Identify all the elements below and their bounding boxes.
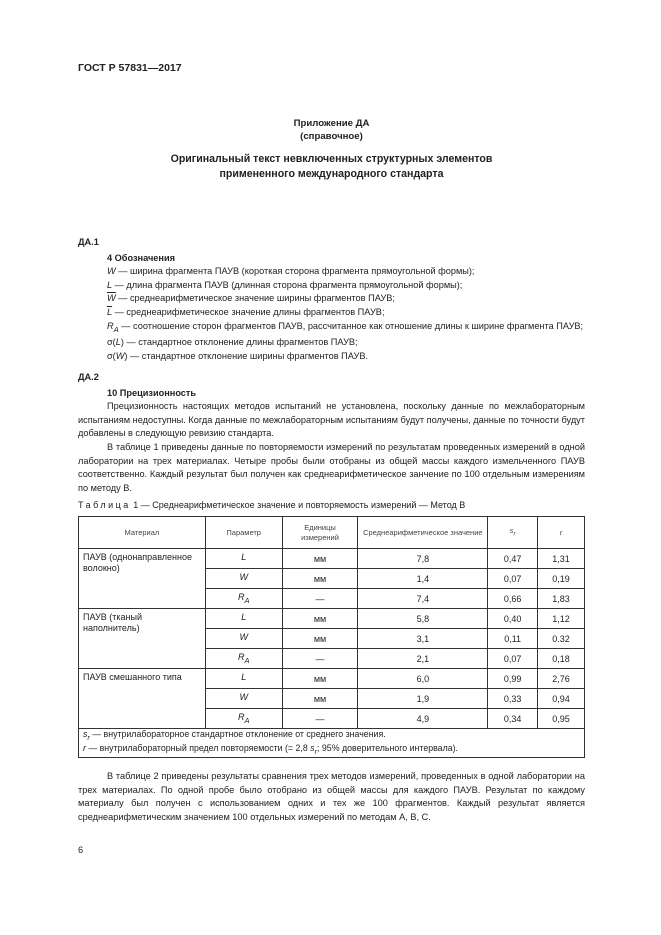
mean-cell: 7,4 [358, 589, 488, 609]
r-cell: 1,83 [538, 589, 585, 609]
paragraph: В таблице 1 приведены данные по повторяемости измерений по результатам проведенных измерений в одной лаборатории на трех материалах. Четыре пробы были отобраны из общей массы каждого измельченного ПАУВ соответственно. Каждый результат был получен как среднеарифметическое занчение по 100 отдельным измерениям по методу В. [78, 441, 585, 493]
section-label: ДА.2 [78, 372, 99, 382]
material-cell: ПАУВ (тканый наполнитель) [79, 609, 206, 669]
mean-cell: 2,1 [358, 649, 488, 669]
section-da1 [78, 236, 585, 363]
definition-item: $\overline{W}$ — среднеарифметическое значение ширины фрагментов ПАУВ; [107, 293, 395, 304]
table-row [79, 609, 585, 629]
r-cell: 0,19 [538, 569, 585, 589]
r-cell: 0,95 [538, 709, 585, 729]
page-number: 6 [78, 845, 84, 855]
col-header: Параметр [205, 517, 282, 549]
r-cell: 0,94 [538, 689, 585, 709]
mean-cell: 5,8 [358, 609, 488, 629]
sr-cell: 0,07 [488, 569, 538, 589]
unit-cell: — [282, 649, 358, 669]
sr-cell: 0,33 [488, 689, 538, 709]
appendix-heading [78, 117, 585, 143]
definition-item: $R_A$ — соотношение сторон фрагментов ПАУВ, рассчитанное как отношение длины к ширине фрагмента ПАУВ; [107, 320, 584, 334]
section-heading: 10 Прецизионность [107, 387, 197, 398]
appendix-label: Приложение ДА [293, 118, 370, 129]
r-cell: 0.32 [538, 629, 585, 649]
param-cell: W [205, 629, 282, 649]
sr-cell: 0,34 [488, 709, 538, 729]
r-cell: 0,18 [538, 649, 585, 669]
sr-cell: 0,99 [488, 669, 538, 689]
document-header: ГОСТ Р 57831—2017 [78, 62, 182, 74]
mean-cell: 1,4 [358, 569, 488, 589]
mean-cell: 6,0 [358, 669, 488, 689]
material-cell: ПАУВ смешанного типа [79, 669, 206, 729]
title-line-1: Оригинальный текст невключенных структурных элементов [170, 153, 493, 165]
table-note: $s_r$ — внутрилабораторное стандартное отклонение от среднего значения. r — внутрилабораторный предел повторяемости (= 2,8 $s_r$; 95% доверительного интервала). [79, 729, 585, 758]
unit-cell: мм [282, 669, 358, 689]
r-cell: 2,76 [538, 669, 585, 689]
material-cell: ПАУВ (однонаправленное волокно) [79, 549, 206, 609]
r-cell: 1,31 [538, 549, 585, 569]
param-cell: $R_A$ [205, 649, 282, 669]
unit-cell: — [282, 589, 358, 609]
mean-cell: 1,9 [358, 689, 488, 709]
unit-cell: мм [282, 689, 358, 709]
param-cell: W [205, 689, 282, 709]
param-cell: $R_A$ [205, 589, 282, 609]
param-cell: L [205, 609, 282, 629]
definition-item: $\overline{L}$ — среднеарифметическое значение длины фрагментов ПАУВ; [107, 306, 385, 317]
paragraph: В таблице 2 приведены результаты сравнения трех методов измерений, проведенных в одной лаборатории на трех материалах. По одной пробе было отобрано из общей массы для каждого ПАУВ. Результат по каждому материалу был получен с использованием одних и тех же 100 фрагментов. Каждый результат является среднеарифметическим значением 100 отдельных измерений по методам А, В, С. [78, 771, 585, 822]
unit-cell: мм [282, 629, 358, 649]
unit-cell: мм [282, 609, 358, 629]
r-cell: 1,12 [538, 609, 585, 629]
table-header-row [79, 517, 585, 549]
appendix-kind: (справочное) [300, 131, 363, 142]
table-note-row [79, 729, 585, 758]
col-header: r [538, 517, 585, 549]
paragraph: Прецизионность настоящих методов испытаний не установлена, поскольку данные по межлабораторным испытаниям недоступны. Когда данные по межлабораторным испытаниям будут получены, данные по точности будут добавлены в следующую ревизию стандарта. [78, 401, 585, 439]
col-header: Материал [79, 517, 206, 549]
definition-item: σ(W) — стандартное отклонение ширины фрагментов ПАУВ. [107, 350, 369, 361]
col-header: $s_r$ [488, 517, 538, 549]
param-cell: W [205, 569, 282, 589]
section-label: ДА.1 [78, 237, 99, 247]
definition-item: L — длина фрагмента ПАУВ (длинная сторона фрагмента прямоугольной формы); [107, 279, 463, 290]
title-line-2: примененного международного стандарта [219, 168, 444, 180]
section-da2 [78, 371, 585, 495]
table-row [79, 669, 585, 689]
unit-cell: — [282, 709, 358, 729]
sr-cell: 0,47 [488, 549, 538, 569]
mean-cell: 3,1 [358, 629, 488, 649]
param-cell: $R_A$ [205, 709, 282, 729]
mean-cell: 4,9 [358, 709, 488, 729]
definition-item: W — ширина фрагмента ПАУВ (короткая сторона фрагмента прямоугольной формы); [107, 266, 475, 277]
table-1 [78, 516, 585, 758]
unit-cell: мм [282, 549, 358, 569]
definition-item: σ(L) — стандартное отклонение длины фрагментов ПАУВ; [107, 336, 358, 347]
sr-cell: 0,07 [488, 649, 538, 669]
param-cell: L [205, 549, 282, 569]
param-cell: L [205, 669, 282, 689]
appendix-title [78, 152, 585, 182]
unit-cell: мм [282, 569, 358, 589]
sr-cell: 0,11 [488, 629, 538, 649]
col-header: Среднеарифметическое значение [358, 517, 488, 549]
sr-cell: 0,40 [488, 609, 538, 629]
table-row [79, 549, 585, 569]
mean-cell: 7,8 [358, 549, 488, 569]
section-heading: 4 Обозначения [107, 252, 175, 263]
sr-cell: 0,66 [488, 589, 538, 609]
col-header: Единицы измерений [282, 517, 358, 549]
table-caption: Таблица 1 — Среднеарифметическое значение и повторяемость измерений — Метод В [78, 500, 466, 510]
